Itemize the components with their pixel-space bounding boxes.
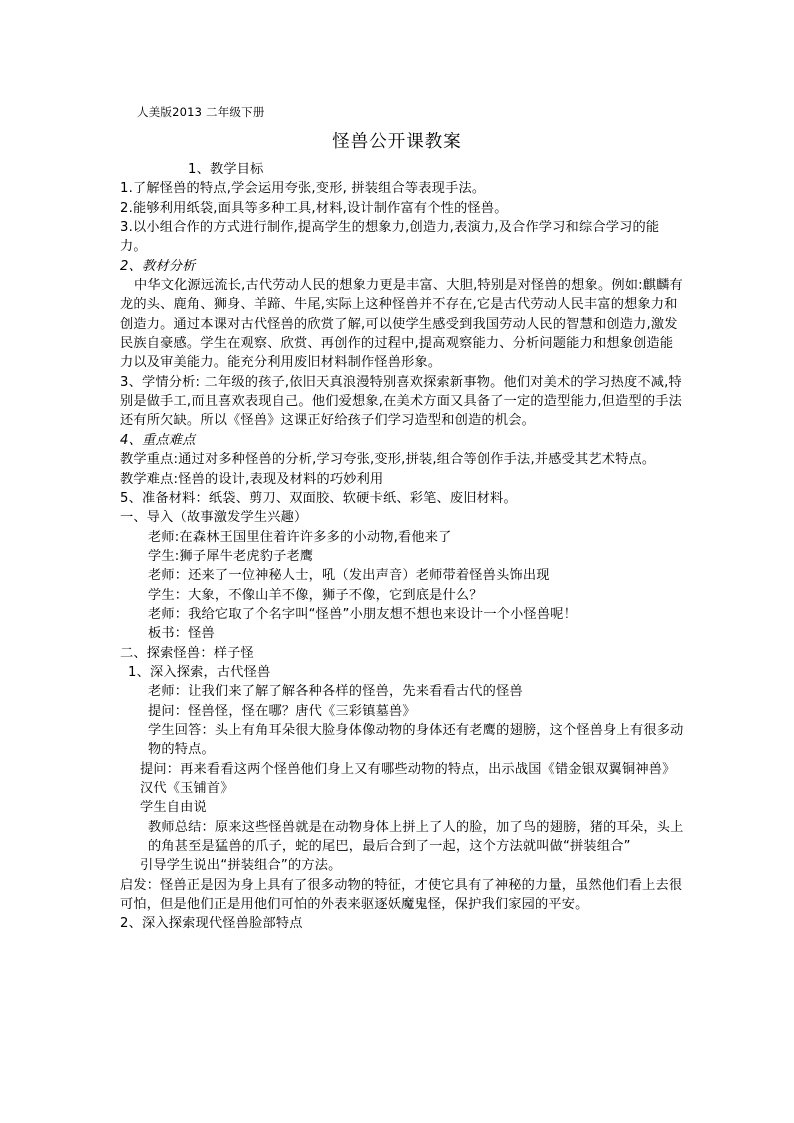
materials-line: 5、准备材料：纸袋、剪刀、双面胶、软硬卡纸、彩笔、废旧材料。 bbox=[120, 490, 517, 506]
dialogue-line: 板书：怪兽 bbox=[148, 626, 215, 642]
dialogue-line: 引导学生说出“拼装组合”的方法。 bbox=[140, 858, 342, 874]
learner-analysis-paragraph: 3、学情分析: 二年级的孩子,依旧天真浪漫特别喜欢探索新事物。他们对美术的学习热度不减,特别是做手工,而且喜欢表现自己。他们爱想象,在美术方面又具备了一定的造型能力,但造型的手法还有所欠缺。所以《怪兽》这课正好给孩子们学习造型和创造的机会。 bbox=[120, 374, 683, 429]
analysis-paragraph: 中华文化源远流长,古代劳动人民的想象力更是丰富、大胆,特别是对怪兽的想象。例如:麒麟有龙的头、鹿角、狮身、羊蹄、牛尾,实际上这种怪兽并不存在,它是古代劳动人民丰富的想象力和创造力。通过本课对古代怪兽的欣赏了解,可以使学生感受到我国劳动人民的智慧和创造力,激发民族自豪感。学生在观察、欣赏、再创作的过程中,提高观察能力、分析问题能力和想象创造能力以及审美能力。能充分利用废旧材料制作怪兽形象。 bbox=[120, 278, 683, 371]
explore-heading: 二、探索怪兽：样子怪 bbox=[120, 645, 254, 661]
dialogue-line: 老师：我给它取了个名字叫“怪兽”小朋友想不想也来设计一个小怪兽呢！ bbox=[148, 606, 578, 622]
intro-heading: 一、导入（故事激发学生兴趣） bbox=[120, 510, 308, 526]
dialogue-line: 学生:狮子犀牛老虎豹子老鹰 bbox=[148, 548, 314, 564]
inspiration-paragraph: 启发：怪兽正是因为身上具有了很多动物的特征，才使它具有了神秘的力量，虽然他们看上去很可怕，但是他们正是用他们可怕的外表来驱逐妖魔鬼怪，保护我们家园的平安。 bbox=[120, 877, 683, 913]
dialogue-line: 学生回答：头上有角耳朵很大脸身体像动物的身体还有老鹰的翅膀，这个怪兽身上有很多动物的特点。 bbox=[148, 722, 684, 758]
dialogue-line: 老师：还来了一位神秘人士，吼（发出声音）老师带着怪兽头饰出现 bbox=[148, 568, 550, 584]
document-header: 人美版2013 二年级下册 bbox=[137, 105, 265, 119]
document-body bbox=[120, 160, 686, 934]
teaching-focus: 教学重点:通过对多种怪兽的分析,学习夸张,变形,拼装,组合等创作手法,并感受其艺术特点。 bbox=[120, 452, 656, 468]
objective-item: 3.以小组合作的方式进行制作,提高学生的想象力,创造力,表演力,及合作学习和综合学习的能力。 bbox=[120, 220, 660, 255]
dialogue-line: 提问：怪兽怪，怪在哪？唐代《三彩镇墓兽》 bbox=[148, 703, 416, 719]
dialogue-line: 老师：让我们来了解了解各种各样的怪兽，先来看看古代的怪兽 bbox=[148, 684, 523, 700]
teaching-difficulty: 教学难点:怪兽的设计,表现及材料的巧妙利用 bbox=[120, 471, 384, 487]
dialogue-line: 学生自由说 bbox=[140, 800, 207, 816]
explore-subheading: 2、深入探索现代怪兽脸部特点 bbox=[120, 916, 303, 932]
dialogue-line: 提问：再来看看这两个怪兽他们身上又有哪些动物的特点，出示战国《错金银双翼铜神兽》汉代《玉铺首》 bbox=[140, 761, 676, 796]
objective-item: 2.能够利用纸袋,面具等多种工具,材料,设计制作富有个性的怪兽。 bbox=[120, 200, 508, 216]
analysis-heading: 2、教材分析 bbox=[120, 258, 196, 274]
objectives-heading: 1、教学目标 bbox=[188, 162, 264, 177]
page-title: 怪兽公开课教案 bbox=[332, 132, 462, 152]
objective-item: 1.了解怪兽的特点,学会运用夸张,变形, 拼装组合等表现手法。 bbox=[120, 181, 486, 197]
explore-subheading: 1、深入探索，古代怪兽 bbox=[128, 664, 271, 680]
dialogue-line: 老师:在森林王国里住着许许多多的小动物,看他来了 bbox=[148, 529, 452, 545]
keypoints-heading: 4、重点难点 bbox=[120, 432, 196, 448]
dialogue-line: 教师总结：原来这些怪兽就是在动物身体上拼上了人的脸，加了鸟的翅膀，猪的耳朵，头上的角甚至是猛兽的爪子，蛇的尾巴，最后合到了一起，这个方法就叫做“拼装组合” bbox=[148, 819, 684, 855]
dialogue-line: 学生：大象，不像山羊不像，狮子不像，它到底是什么？ bbox=[148, 587, 483, 603]
